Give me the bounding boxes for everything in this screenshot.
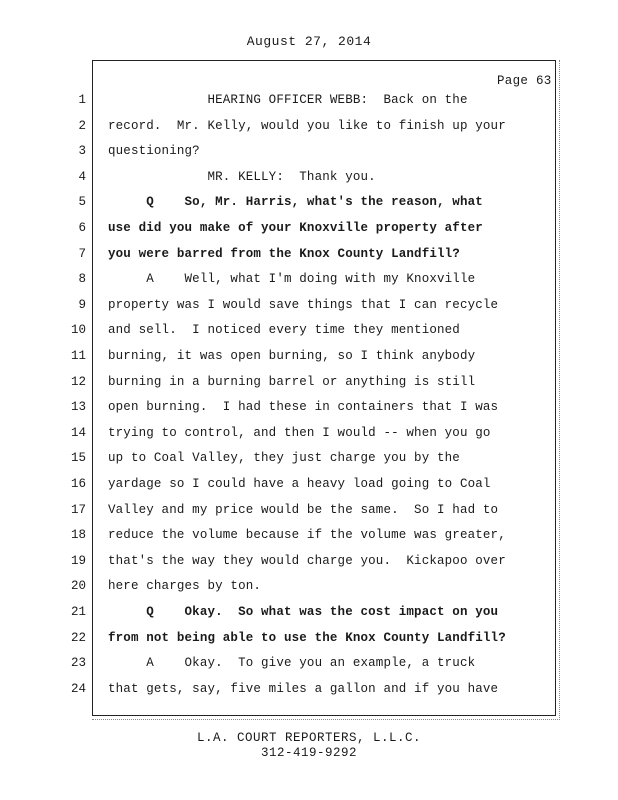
transcript-line — [0, 528, 618, 554]
line-text: and sell. I noticed every time they mentioned — [108, 323, 460, 338]
line-number: 12 — [70, 374, 86, 389]
line-number: 16 — [70, 477, 86, 491]
transcript-line — [0, 119, 618, 145]
line-text: questioning? — [108, 144, 200, 159]
line-number: 4 — [78, 169, 86, 184]
line-number: 20 — [70, 579, 86, 594]
line-number: 14 — [70, 425, 86, 440]
header-date: August 27, 2014 — [246, 34, 372, 49]
transcript-line — [0, 298, 618, 324]
line-text: property was I would save things that I can recycle — [108, 297, 499, 312]
transcript-line — [0, 400, 618, 426]
transcript-line — [0, 323, 618, 349]
line-text: burning in a burning barrel or anything is still — [108, 374, 476, 389]
line-number: 13 — [70, 400, 86, 415]
transcript-line — [0, 93, 618, 119]
line-number: 10 — [70, 323, 86, 338]
line-number: 19 — [70, 553, 86, 568]
transcript-line — [0, 375, 618, 401]
line-number: 24 — [70, 681, 86, 696]
transcript-line — [0, 503, 618, 529]
line-number: 7 — [78, 246, 86, 261]
line-number: 9 — [78, 297, 86, 312]
line-text: Valley and my price would be the same. So I had to — [108, 502, 499, 517]
line-text: that gets, say, five miles a gallon and if you have — [108, 681, 499, 696]
line-text: reduce the volume because if the volume was greater, — [108, 528, 506, 543]
line-text: open burning. I had these in containers that I was — [108, 400, 499, 415]
line-number: 22 — [70, 630, 86, 645]
line-number: 21 — [70, 605, 86, 619]
line-number: 15 — [70, 451, 86, 466]
line-number: 2 — [78, 118, 86, 133]
line-text: HEARING OFFICER WEBB: Back on the — [108, 93, 468, 107]
transcript-line — [0, 682, 618, 708]
transcript-line — [0, 221, 618, 247]
transcript-line — [0, 272, 618, 298]
transcript-line — [0, 656, 618, 682]
line-number: 8 — [78, 272, 86, 287]
line-text: use did you make of your Knoxville property after — [108, 221, 483, 235]
footer — [0, 731, 618, 761]
transcript-line — [0, 554, 618, 580]
frame-bottom-rule — [92, 719, 558, 721]
transcript-line — [0, 477, 618, 503]
line-text: that's the way they would charge you. Kickapoo over — [108, 553, 506, 568]
transcript-line — [0, 349, 618, 375]
line-number: 6 — [78, 221, 86, 235]
line-text: Q So, Mr. Harris, what's the reason, what — [108, 195, 483, 210]
transcript-line — [0, 247, 618, 273]
line-number: 1 — [78, 93, 86, 107]
line-text: burning, it was open burning, so I think anybody — [108, 349, 476, 363]
line-number: 5 — [78, 195, 86, 210]
line-text: trying to control, and then I would -- when you go — [108, 425, 491, 440]
transcript-line — [0, 170, 618, 196]
transcript-line — [0, 605, 618, 631]
line-text: Q Okay. So what was the cost impact on you — [108, 605, 499, 619]
transcript-line — [0, 195, 618, 221]
transcript-line — [0, 451, 618, 477]
line-text: A Well, what I'm doing with my Knoxville — [108, 272, 476, 287]
line-text: you were barred from the Knox County Landfill? — [108, 246, 460, 261]
line-number: 17 — [70, 502, 86, 517]
line-text: here charges by ton. — [108, 579, 262, 594]
transcript-line — [0, 579, 618, 605]
line-text: yardage so I could have a heavy load going to Coal — [108, 477, 491, 491]
line-number: 18 — [70, 528, 86, 543]
line-text: A Okay. To give you an example, a truck — [108, 656, 476, 671]
line-text: up to Coal Valley, they just charge you by the — [108, 451, 460, 466]
line-number: 3 — [78, 144, 86, 159]
page-number: Page 63 — [497, 74, 552, 88]
transcript-line — [0, 631, 618, 657]
line-number: 23 — [70, 656, 86, 671]
line-text: MR. KELLY: Thank you. — [108, 169, 376, 184]
transcript-line — [0, 426, 618, 452]
transcript-line — [0, 144, 618, 170]
line-text: from not being able to use the Knox County Landfill? — [108, 630, 506, 645]
line-number: 11 — [70, 349, 86, 363]
footer-company: L.A. COURT REPORTERS, L.L.C. — [196, 731, 422, 745]
footer-phone: 312-419-9292 — [260, 746, 357, 760]
line-text: record. Mr. Kelly, would you like to finish up your — [108, 118, 506, 133]
